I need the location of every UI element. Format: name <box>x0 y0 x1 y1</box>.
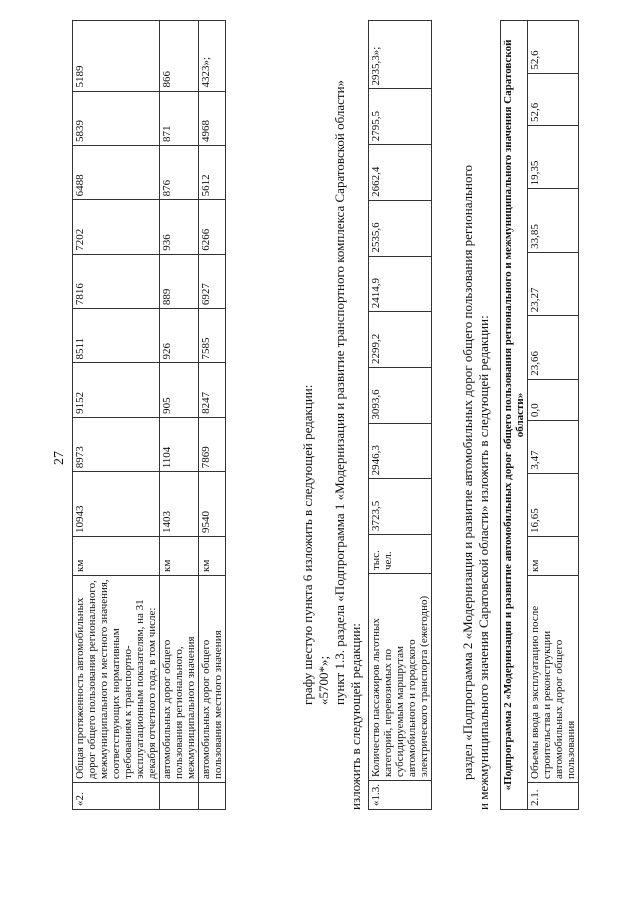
table-header-row <box>501 21 528 810</box>
row-number: «2. <box>73 783 160 810</box>
value-cell: 2662,4 <box>369 145 432 201</box>
value-cell: 5839 <box>73 91 160 145</box>
value-cell: 1403 <box>160 472 199 537</box>
table-passengers <box>368 20 432 810</box>
value-cell: 16,65 <box>528 473 579 536</box>
subprogram-header: «Подпрограмма 2 «Модернизация и развитие автомобильных дорог общего пользования регионального и межмуниципального значения Саратовской области» <box>501 21 528 810</box>
row-name: Количество пассажиров льготных категорий, перевозимых по субсидируемым маршрутам автомобильного и городского электрического транспорта (ежегодно) <box>369 574 432 781</box>
value-cell: 5612 <box>199 145 226 199</box>
value-cell: 926 <box>160 309 199 363</box>
table-row <box>199 21 226 810</box>
value-cell: 2946,3 <box>369 423 432 479</box>
value-cell: 8247 <box>199 363 226 417</box>
page-number: 27 <box>52 451 67 465</box>
row-name: автомобильных дорог общего пользования местного значения <box>199 576 226 783</box>
value-cell: 936 <box>160 200 199 254</box>
table-row <box>160 21 199 810</box>
row-number: 2.1. <box>528 783 579 810</box>
value-cell: 866 <box>160 21 199 92</box>
value-cell: 905 <box>160 363 199 417</box>
value-cell: 7202 <box>73 200 160 254</box>
value-cell: 7816 <box>73 254 160 308</box>
value-cell: 19,35 <box>528 126 579 189</box>
value-cell: 0,0 <box>528 379 579 420</box>
value-cell: 871 <box>160 91 199 145</box>
value-cell: 4323»; <box>199 21 226 92</box>
value-cell: 23,66 <box>528 316 579 379</box>
table-road-length <box>72 20 226 810</box>
row-number <box>160 783 199 810</box>
table-row <box>528 21 579 810</box>
paragraph-value: «5700*»; <box>316 655 331 705</box>
value-cell: 6488 <box>73 145 160 199</box>
value-cell: 52,6 <box>528 21 579 74</box>
row-name: Общая протяженность автомобильных дорог общего пользования регионального, межмуниципального и местного значения, соответствующих нормативным требованиям к транспортно-эксплуатационным показателям, на 31 декабря отчетного года, в том числе: <box>73 576 160 783</box>
row-unit: км <box>160 537 199 576</box>
value-cell: 3723,5 <box>369 479 432 535</box>
value-cell: 2299,2 <box>369 312 432 368</box>
value-cell: 7869 <box>199 417 226 471</box>
value-cell: 9152 <box>73 363 160 417</box>
value-cell: 889 <box>160 254 199 308</box>
value-cell: 6927 <box>199 254 226 308</box>
value-cell: 7585 <box>199 309 226 363</box>
value-cell: 4968 <box>199 91 226 145</box>
value-cell: 876 <box>160 145 199 199</box>
value-cell: 2795,5 <box>369 89 432 145</box>
paragraph-section-2-cont: и межмуниципального значения Саратовской области» изложить в следующей редакции: <box>476 315 491 810</box>
row-unit: км <box>528 537 579 576</box>
table-subprogram-2 <box>500 20 579 810</box>
value-cell: 2935,3»; <box>369 21 432 90</box>
row-unit: тыс. чел. <box>369 535 432 574</box>
value-cell: 8511 <box>73 309 160 363</box>
paragraph-column-six: графу шестую пункта 6 изложить в следующей редакции: <box>300 384 315 705</box>
value-cell: 23,27 <box>528 252 579 315</box>
paragraph-section-2: раздел «Подпрограмма 2 «Модернизация и развитие автомобильных дорог общего пользования регионального <box>460 165 475 780</box>
row-name: автомобильных дорог общего пользования регионального, межмуниципального значения <box>160 576 199 783</box>
value-cell: 1104 <box>160 417 199 471</box>
value-cell: 3093,6 <box>369 367 432 423</box>
table-row <box>73 21 160 810</box>
row-unit: км <box>73 537 160 576</box>
value-cell: 3,47 <box>528 421 579 473</box>
value-cell: 52,6 <box>528 73 579 125</box>
value-cell: 5189 <box>73 21 160 92</box>
row-number <box>199 783 226 810</box>
value-cell: 10943 <box>73 472 160 537</box>
value-cell: 2535,6 <box>369 200 432 256</box>
row-name: Объемы ввода в эксплуатацию после строительства и реконструкции автомобильных дорог общего пользования <box>528 576 579 783</box>
value-cell: 33,85 <box>528 189 579 252</box>
table-row <box>369 21 432 810</box>
paragraph-item-1-3: пункт 1.3. раздела «Подпрограмма 1 «Модернизация и развитие транспортного комплекса Саратовской области» <box>332 79 347 705</box>
value-cell: 9540 <box>199 472 226 537</box>
paragraph-item-1-3-cont: изложить в следующей редакции: <box>348 623 363 810</box>
value-cell: 6266 <box>199 200 226 254</box>
value-cell: 2414,9 <box>369 256 432 312</box>
row-number: «1.3. <box>369 781 432 810</box>
value-cell: 8973 <box>73 417 160 471</box>
row-unit: км <box>199 537 226 576</box>
